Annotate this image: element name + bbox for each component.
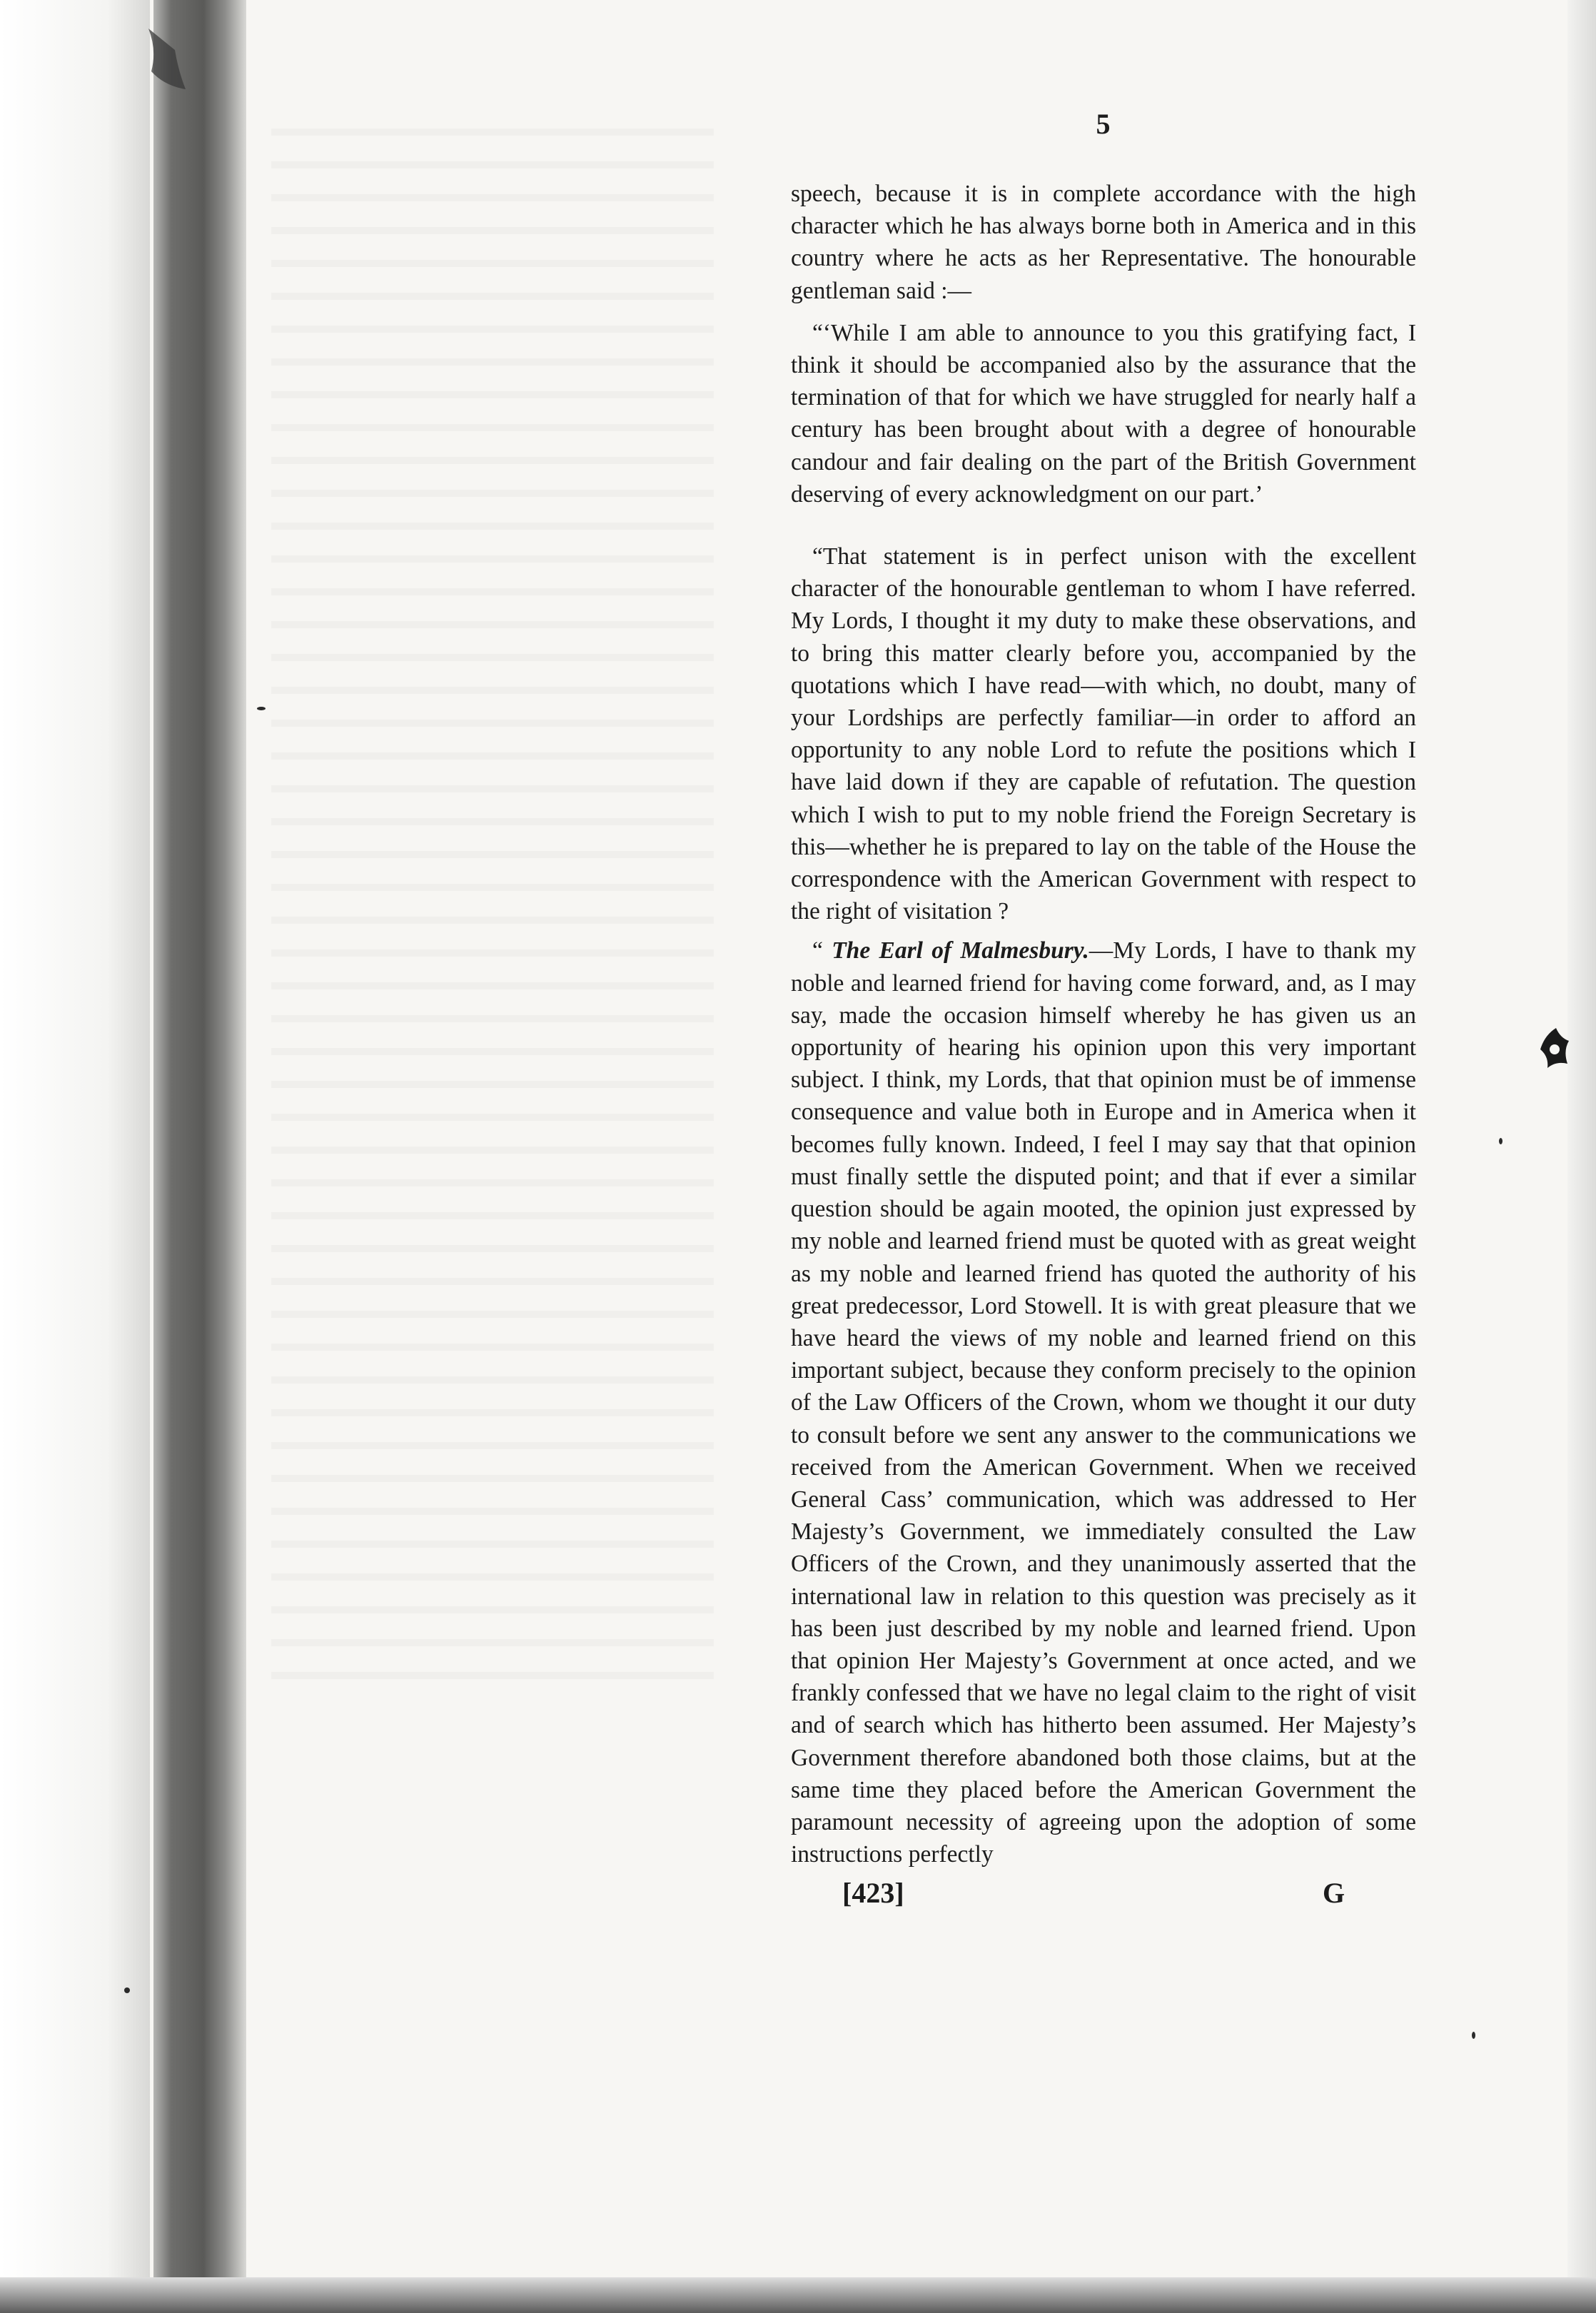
page-number: 5 bbox=[1096, 108, 1111, 140]
open-quote: “ bbox=[812, 937, 823, 964]
ink-speck bbox=[124, 1987, 130, 1993]
ink-speck bbox=[257, 707, 266, 710]
ink-speck bbox=[1472, 2032, 1475, 2039]
facing-page-bleed-through bbox=[271, 128, 714, 1699]
speaker-name: The Earl of Malmesbury. bbox=[832, 937, 1089, 964]
page-footer bbox=[791, 1876, 1416, 1916]
binding-gutter-shadow bbox=[153, 0, 246, 2313]
footer-mark: [423] bbox=[842, 1877, 904, 1910]
quoted-paragraph: “‘While I am able to announce to you this gratifying fact, I think it should be accompanied also by the assurance that the termination of that for which we have struggled for nearly half a century has been brought about with a degree of honourable candour and fair dealing on the part of the British Government deserving of every acknowledgment on our part.’ bbox=[791, 319, 1416, 508]
page-text-column bbox=[791, 107, 1416, 1916]
speech-text: —My Lords, I have to thank my noble and learned friend for having come forward, and, as I may say, made the occasion himself whereby he has given us an opportunity of hearing his opinion upon this very important subject. I think, my Lords, that that opinion must be of immense consequence and value both in Europe and in America when it becomes fully known. Indeed, I feel I may say that that opinion must finally settle the disputed point; and that if ever a similar question should be again mooted, the opinion just expressed by my noble and learned friend must be quoted with as great weight as my noble and learned friend has quoted the authority of his great predecessor, Lord Stowell. It is with great pleasure that we have heard the views of my noble and learned friend on this important subject, because they conform precisely to the opinion of the Law Officers of the Crown, whom we thought it our duty to consult before we sent any answer to the communications we received from the American Government. When we received General Cass’ communication, which was addressed to Her Majesty’s Government, we immediately consulted the Law Officers of the Crown, and they unanimously asserted that the international law in relation to this question was precisely as it has been just described by my noble and learned friend. Upon that opinion Her Majesty’s Government at once acted, and we frankly confessed that we have no legal claim to the right of visit and of search which has hitherto been assumed. Her Majesty’s Government therefore abandoned both those claims, but at the same time they placed before the American Government the paramount necessity of agreeing upon the adoption of some instructions perfectly bbox=[791, 937, 1416, 1868]
ink-speck bbox=[1499, 1138, 1502, 1144]
ink-blot-mark bbox=[1535, 1021, 1575, 1072]
paragraph: “That statement is in perfect unison with the excellent character of the honourable gentleman to whom I have referred. My Lords, I thought it my duty to make these observations, and to bring this matter clearly before you, accompanied by the quotations which I have read—with which, no doubt, many of your Lordships are perfectly familiar—in order to afford an opportunity to any noble Lord to refute the positions which I have laid down if they are capable of refutation. The question which I wish to put to my noble friend the Foreign Secretary is this—whether he is prepared to lay on the table of the House the correspondence with the American Government with respect to the right of visitation ? bbox=[791, 543, 1416, 925]
signature-letter: G bbox=[1323, 1877, 1345, 1910]
page-right-edge bbox=[1567, 0, 1596, 2313]
paragraph: speech, because it is in complete accordance with the high character which he has always borne both in America and in this country where he acts as her Representative. The honourable gentleman said :— bbox=[791, 181, 1416, 304]
page-bottom-shadow bbox=[0, 2277, 1596, 2313]
speech-paragraph bbox=[791, 934, 1416, 1870]
page-edge-curl-mark bbox=[136, 21, 221, 107]
facing-page-edge bbox=[0, 0, 150, 2313]
